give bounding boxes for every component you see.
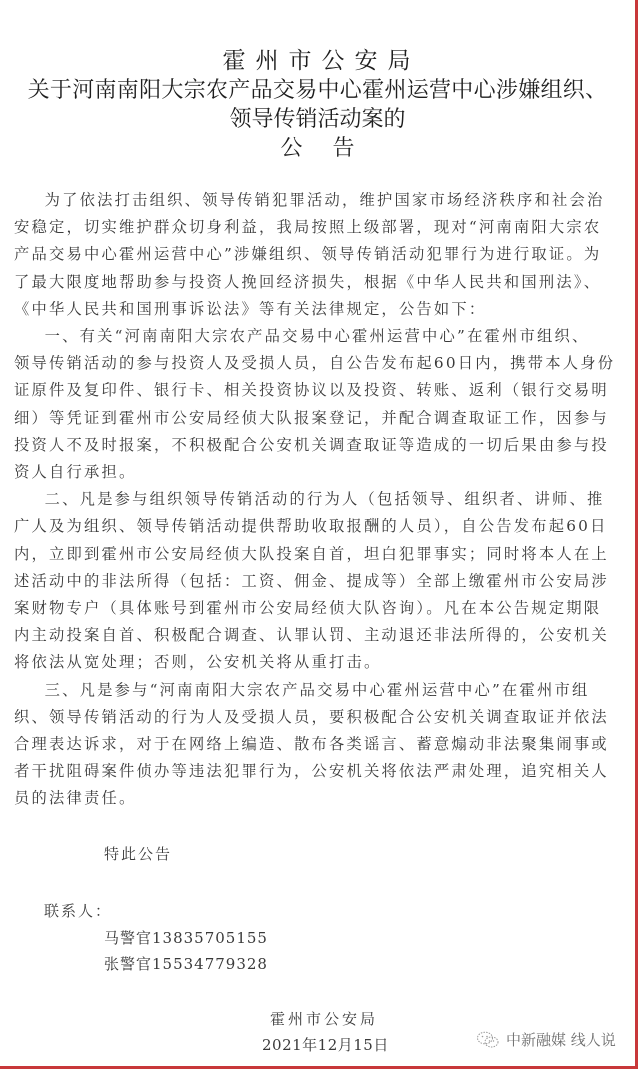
text-line: 广人及为组织、领导传销活动提供帮助收取报酬的人员），自公告发布起60日 [14,517,608,536]
text-line: 二、凡是参与组织领导传销活动的行为人（包括领导、组织者、讲师、推 [44,490,605,509]
text-line: 者干扰阻碍案件侦办等违法犯罪行为，公安机关将依法严肃处理，追究相关人 [14,762,609,781]
text-line: 产品交易中心霍州运营中心”涉嫌组织、领导传销活动犯罪行为进行取证。为 [14,245,602,264]
text-line: 案财物专户（具体账号到霍州市公安局经侦大队咨询）。凡在本公告规定期限 [14,599,602,618]
contact-person-ma: 马警官13835705155 [104,929,268,947]
text-line: 安稳定，切实维护群众切身利益，我局按照上级部署，现对“河南南阳大宗农 [14,218,602,237]
announcement-body [14,187,628,813]
text-line: 领导传销活动的参与投资人及受损人员，自公告发布起60日内，携带本人身份 [14,354,616,373]
text-line: 内，立即到霍州市公安局经侦大队投案自首，坦白犯罪事实；同时将本人在上 [14,544,609,563]
issuer-title: 霍州市公安局 [222,48,421,74]
text-line: 一、有关“河南南阳大宗农产品交易中心霍州运营中心”在霍州市组织、 [44,327,590,346]
document-type: 公告 [280,136,385,161]
text-line: 三、凡是参与“河南南阳大宗农产品交易中心霍州运营中心”在霍州市组 [44,680,590,699]
subject-line-1: 关于河南南阳大宗农产品交易中心霍州运营中心涉嫌组织、 [27,78,608,103]
contact-label: 联系人： [44,902,113,920]
paragraph-item-2 [14,486,628,676]
text-line: 资人自行承担。 [14,463,137,482]
text-line: 织、领导传销活动的行为人及受损人员，要积极配合公安机关调查取证并依法 [14,707,609,726]
paragraph-item-3 [14,677,628,813]
paragraph-item-1 [14,323,628,486]
text-line: 投资人不及时报案，不积极配合公安机关调查取证等造成的一切后果由参与投 [14,435,609,454]
watermark-text: 中新融媒 线人说 [506,1031,616,1049]
text-line: 证原件及复印件、银行卡、相关投资协议以及投资、转账、返利（银行交易明 [14,381,609,400]
closing-statement: 特此公告 [104,845,173,863]
text-line: 《中华人民共和国刑事诉讼法》等有关法律规定，公告如下： [14,299,487,318]
subject-line-2: 领导传销活动案的 [229,107,406,132]
text-line: 内主动投案自首、积极配合调查、认罪认罚、主动退还非法所得的，公安机关 [14,626,609,645]
text-line: 合理表达诉求，对于在网络上编造、散布各类谣言、蓄意煽动非法聚集闹事或 [14,735,609,754]
text-line: 细）等凭证到霍州市公安局经侦大队报案登记，并配合调查取证工作，因参与 [14,408,609,427]
text-line: 了最大限度地帮助参与投资人挽回经济损失，根据《中华人民共和国刑法》、 [14,272,602,291]
signature-organization: 霍州市公安局 [270,1010,379,1028]
paragraph-intro [14,187,628,323]
text-line: 将依法从宽处理；否则，公安机关将从重打击。 [14,653,382,672]
document-title [0,47,635,163]
text-line: 员的法律责任。 [14,789,137,808]
wechat-icon [476,1031,500,1049]
watermark [476,1029,616,1050]
contact-person-zhang: 张警官15534779328 [104,955,268,973]
text-line: 述活动中的非法所得（包括：工资、佣金、提成等）全部上缴霍州市公安局涉 [14,571,609,590]
signature-date: 2021年12月15日 [262,1036,389,1054]
text-line: 为了依法打击组织、领导传销犯罪活动，维护国家市场经济秩序和社会治 [44,191,605,209]
